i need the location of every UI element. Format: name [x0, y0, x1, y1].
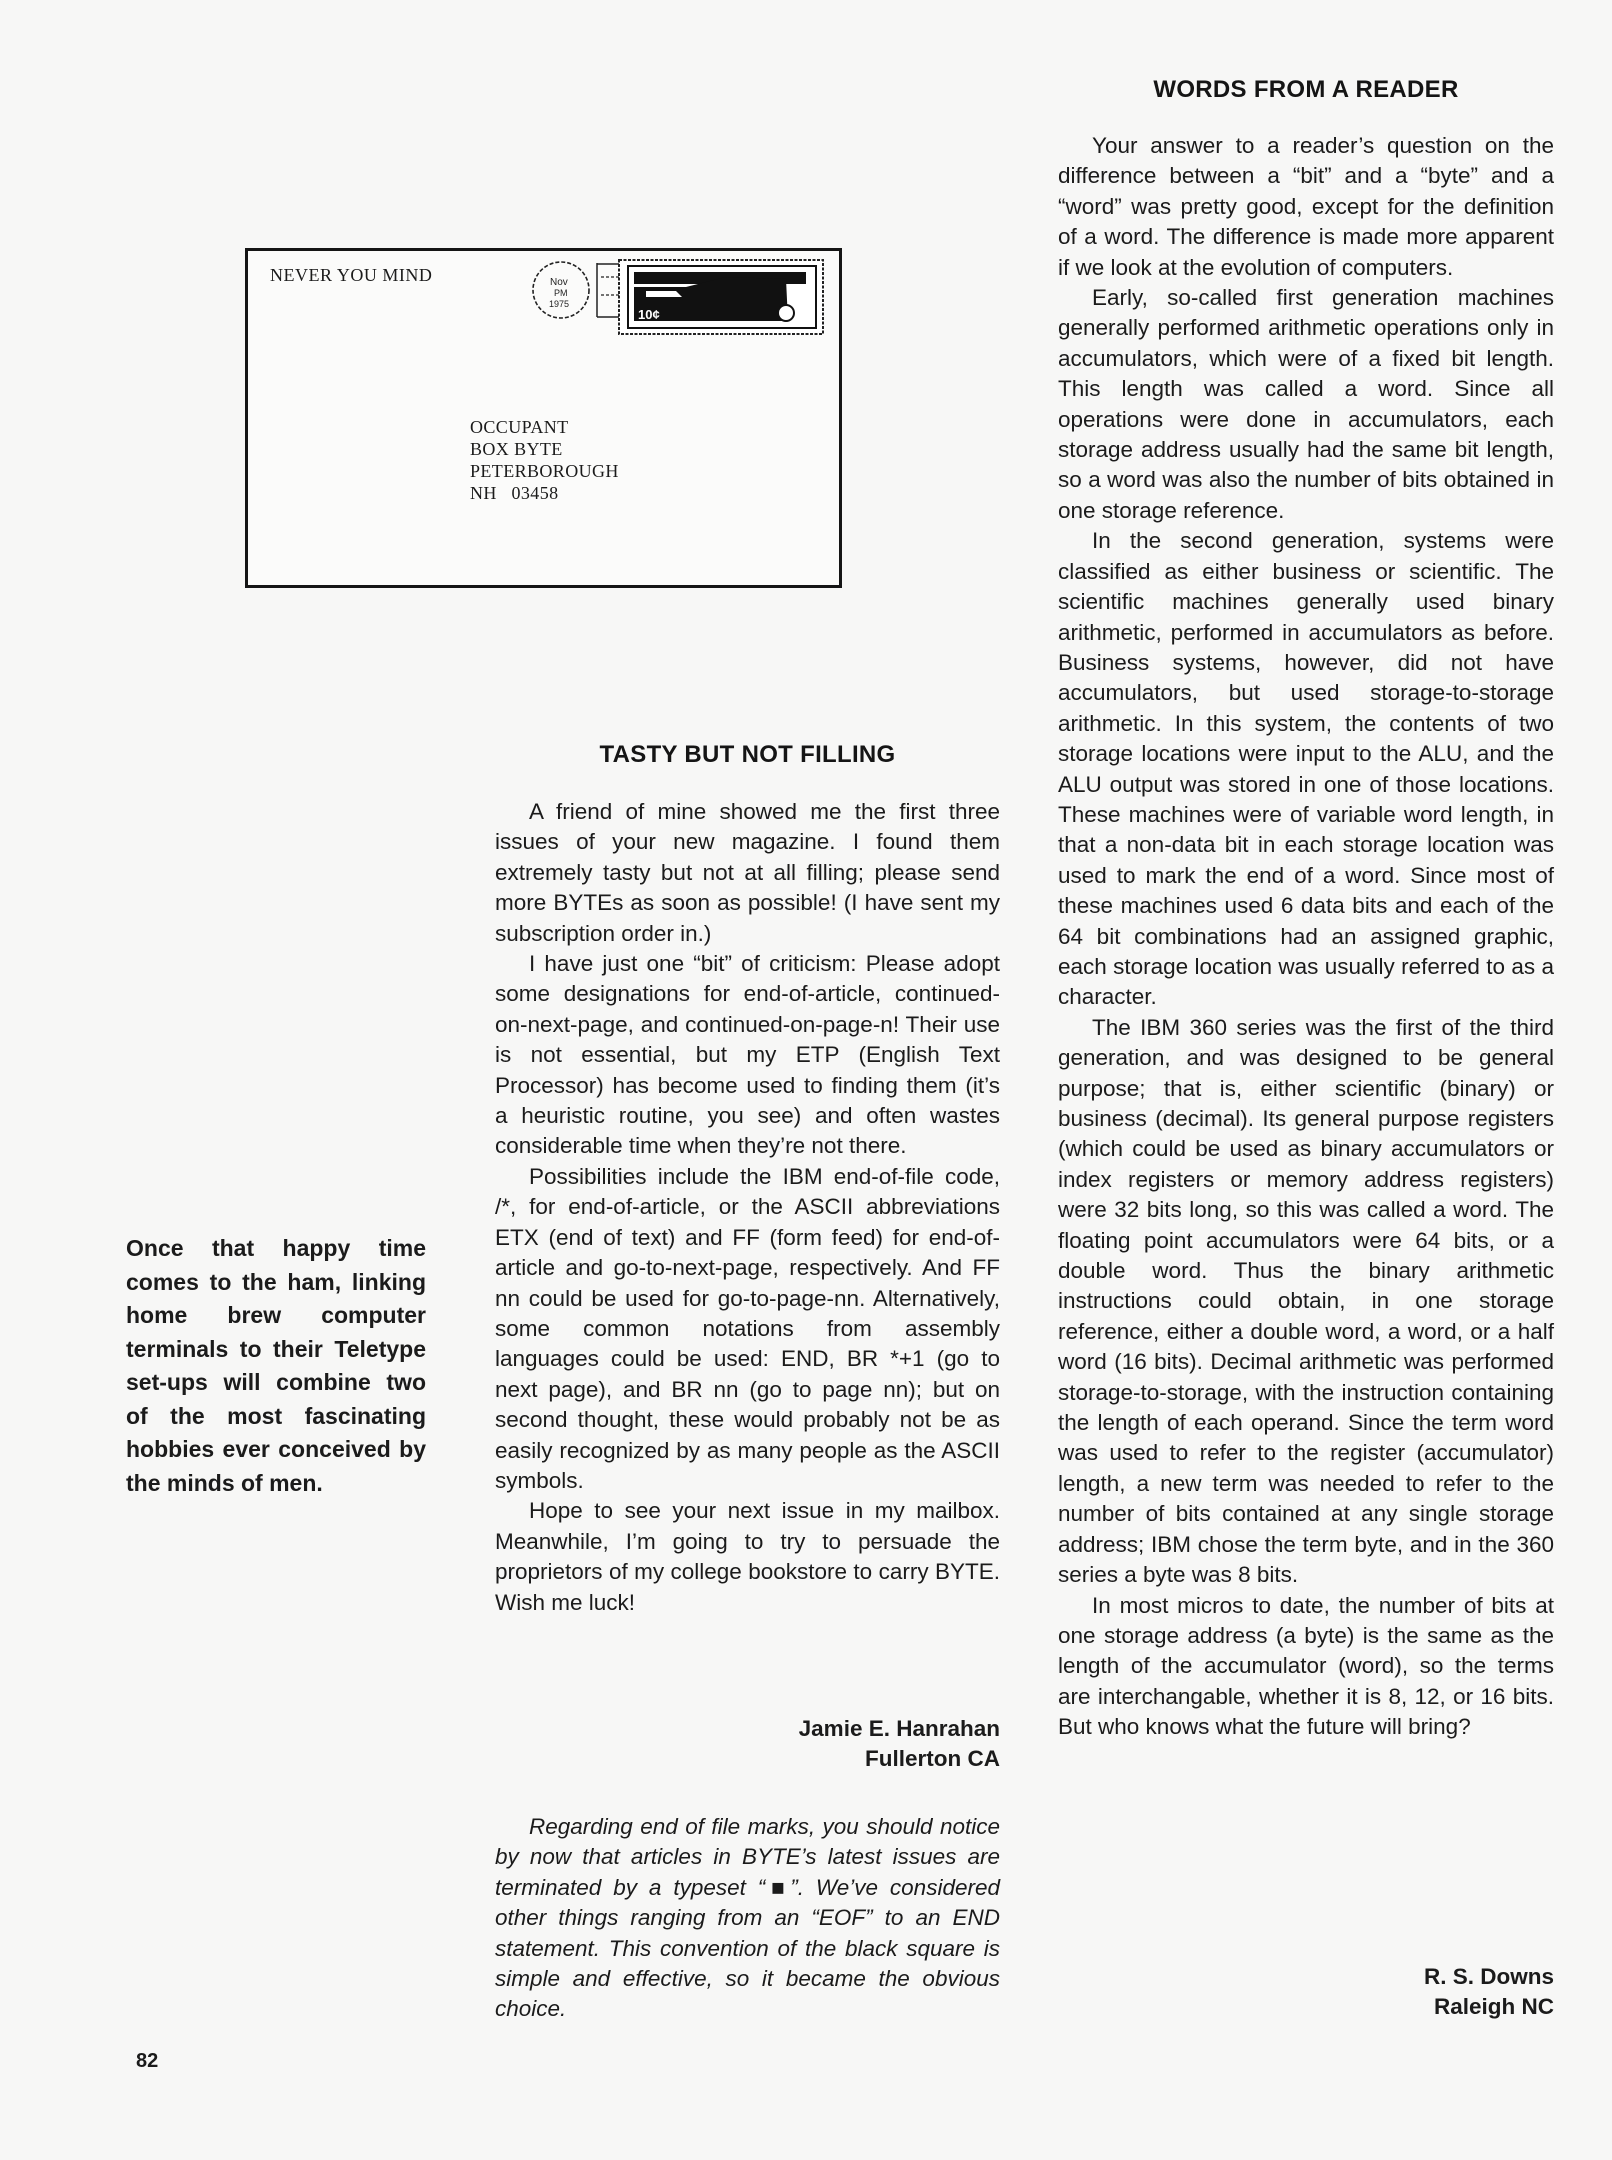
author-name: R. S. Downs [1423, 1964, 1554, 1989]
paragraph: I have just one “bit” of criticism: Please adopt some designations for end-of-article, continued-on-next-page, and continued-on-page-n! Their use is not essential, but my ETP (English Text Processor) has become used to finding them (it’s a heuristic routine, you see) and often wastes considerable time when they’re not there. [495, 951, 1000, 1159]
paragraph: Hope to see your next issue in my mailbox. Meanwhile, I’m going to try to persuade the proprietors of my college bookstore to carry BYTE. Wish me luck! [495, 1498, 1000, 1615]
recipient-line: NH 03458 [470, 483, 559, 503]
author-location: Fullerton CA [865, 1746, 1000, 1771]
return-address: NEVER YOU MIND [270, 265, 433, 285]
recipient-address [470, 416, 619, 504]
paragraph: Early, so-called first generation machines generally performed arithmetic operations only in accumulators, which were of a fixed bit length. This length was called a word. Since all operations were done in accumulators, each storage address usually had the same bit length, so a word was also the number of bits obtained in one storage reference. [1058, 285, 1554, 523]
recipient-line: OCCUPANT [470, 417, 569, 437]
paragraph: In the second generation, systems were classified as either business or scientific. The scientific machines generally used binary arithmetic, performed in accumulators as before. Business systems, however, did not have accumulators, but used storage-to-storage arithmetic. In this system, the contents of two storage locations were input to the ALU, and the ALU output was stored in one of those locations. These machines were of variable word length, in that a non-data bit in each storage location was used to mark the end of a word. Since most of these machines used 6 data bits and each of the 64 bit combinations had an assigned graphic, each storage location was usually referred to as a character. [1058, 528, 1554, 1010]
postmark-icon [530, 259, 592, 321]
svg-text:1975: 1975 [549, 299, 570, 309]
author-name: Jamie E. Hanrahan [798, 1716, 1000, 1741]
letter-title-words-from-a-reader: WORDS FROM A READER [1153, 76, 1459, 103]
editor-reply [495, 1812, 1000, 2025]
letter-body-words-from-a-reader [1058, 131, 1554, 1743]
postage-stamp-icon [616, 257, 826, 337]
paragraph: In most micros to date, the number of bits at one storage address (a byte) is the same as the length of the accumulator (word), so the terms are interchangable, whether it is 8, 12, or 16 bits. But who knows what the future will bring? [1058, 1592, 1554, 1740]
pull-quote: Once that happy time comes to the ham, linking home brew computer terminals to their Teletype set-ups will combine two of the most fascinating hobbies ever conceived by the minds of men. [126, 1235, 426, 1496]
svg-text:10¢: 10¢ [638, 307, 660, 322]
recipient-line: BOX BYTE [470, 439, 563, 459]
author-location: Raleigh NC [1433, 1994, 1554, 2019]
paragraph: Possibilities include the IBM end-of-file code, /*, for end-of-article, or the ASCII abbreviations ETX (end of text) and FF (form feed) for end-of-article and go-to-next-page, respectively. And FF nn could be used for go-to-page-nn. Alternatively, some common notations from assembly languages could be used: END, BR *+1 (go to next page), and BR nn (go to page nn); but on second thought, these would probably not be as easily recognized by as many people as the ASCII symbols. [495, 1163, 1000, 1493]
svg-text:Nov: Nov [550, 277, 568, 288]
page-number: 82 [136, 2050, 159, 2072]
recipient-line: PETERBOROUGH [470, 461, 619, 481]
letter-body-tasty-but-not-filling [495, 797, 1000, 1618]
editor-reply-text: Regarding end of file marks, you should notice by now that articles in BYTE’s latest issues are terminated by a typeset “■”. We’ve considered other things ranging from an “EOF” to an END statement. This convention of the black square is simple and effective, so it became the obvious choice. [495, 1814, 1000, 2022]
signature-hanrahan [495, 1714, 1000, 1774]
paragraph: A friend of mine showed me the first three issues of your new magazine. I found them extremely tasty but not at all filling; please send more BYTEs as soon as possible! (I have sent my subscription order in.) [495, 799, 1000, 946]
paragraph: The IBM 360 series was the first of the third generation, and was designed to be general purpose; that is, either scientific (binary) or business (decimal). Its general purpose registers (which could be used as binary accumulators or index registers or memory address registers) were 32 bits long, so this was called a word. The floating point accumulators were 64 bits, or a double word. Thus the binary arithmetic instructions could obtain, in one storage reference, either a double word, a word, or a half word (16 bits). Decimal arithmetic was performed storage-to-storage, with the instruction containing the length of each operand. Since the term word was used to refer to the register (accumulator) length, a new term was needed to refer to the number of bits contained at any single storage address; IBM chose the term byte, and in the 360 series a byte was 8 bits. [1058, 1014, 1554, 1588]
svg-text:PM: PM [554, 288, 568, 298]
signature-downs [1058, 1962, 1554, 2022]
letter-title-tasty-but-not-filling: TASTY BUT NOT FILLING [599, 741, 896, 768]
paragraph: Your answer to a reader’s question on the difference between a “bit” and a “byte” and a “word” was pretty good, except for the definition of a word. The difference is made more apparent if we look at the evolution of computers. [1058, 133, 1554, 280]
envelope-illustration [245, 248, 842, 588]
